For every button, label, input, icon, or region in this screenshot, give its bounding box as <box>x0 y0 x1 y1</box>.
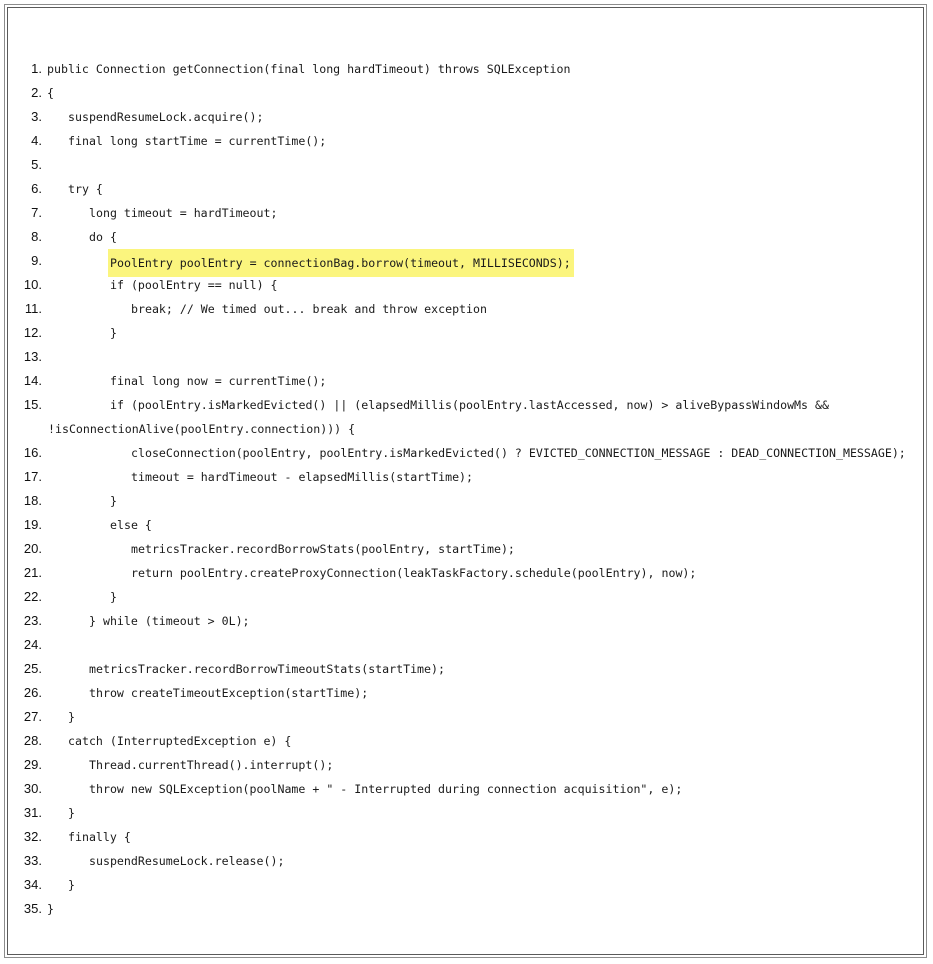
code-line <box>8 705 925 729</box>
line-number: 22. <box>23 589 42 604</box>
code-listing <box>8 57 925 921</box>
code-line <box>8 345 925 369</box>
code-text: if (poolEntry == null) { <box>110 278 278 292</box>
code-text: metricsTracker.recordBorrowStats(poolEntry, startTime); <box>131 542 515 556</box>
line-number: 27. <box>23 709 42 724</box>
code-line <box>8 681 925 705</box>
line-number: 30. <box>23 781 42 796</box>
code-line <box>8 273 925 297</box>
code-line <box>8 441 925 465</box>
line-number: 8. <box>31 229 42 244</box>
line-number: 6. <box>31 181 42 196</box>
code-line <box>8 249 925 273</box>
code-text: } <box>110 590 117 604</box>
line-number: 20. <box>23 541 42 556</box>
line-number: 24. <box>23 637 42 652</box>
code-line <box>8 633 925 657</box>
code-line <box>8 801 925 825</box>
code-text: final long startTime = currentTime(); <box>68 134 327 148</box>
code-text: } <box>68 806 75 820</box>
code-text: try { <box>68 182 103 196</box>
code-text: } <box>110 494 117 508</box>
code-text: else { <box>110 518 152 532</box>
code-line <box>8 297 925 321</box>
code-line <box>8 777 925 801</box>
code-line <box>8 153 925 177</box>
code-line <box>8 177 925 201</box>
line-number: 11. <box>24 301 42 316</box>
line-number: 3. <box>31 109 42 124</box>
code-line <box>8 657 925 681</box>
code-text: } <box>110 326 117 340</box>
line-number: 13. <box>23 349 42 364</box>
line-number: 12. <box>23 325 42 340</box>
code-line <box>8 609 925 633</box>
line-number: 35. <box>23 901 42 916</box>
code-text: throw createTimeoutException(startTime); <box>89 686 369 700</box>
line-number: 21. <box>23 565 42 580</box>
line-number: 34. <box>23 877 42 892</box>
code-text: public Connection getConnection(final long hardTimeout) throws SQLException <box>47 62 571 76</box>
code-line <box>8 561 925 585</box>
code-line <box>8 873 925 897</box>
code-line <box>8 105 925 129</box>
line-number: 4. <box>31 133 42 148</box>
line-number: 19. <box>23 517 42 532</box>
line-number: 18. <box>23 493 42 508</box>
code-text: suspendResumeLock.acquire(); <box>68 110 264 124</box>
code-line <box>8 729 925 753</box>
code-line <box>8 897 925 921</box>
highlighted-code-text: PoolEntry poolEntry = connectionBag.borrow(timeout, MILLISECONDS); <box>108 249 574 277</box>
line-number: 17. <box>23 469 42 484</box>
code-text: suspendResumeLock.release(); <box>89 854 285 868</box>
line-number: 29. <box>23 757 42 772</box>
code-text: Thread.currentThread().interrupt(); <box>89 758 334 772</box>
code-text: throw new SQLException(poolName + " - Interrupted during connection acquisition", e); <box>89 782 683 796</box>
code-listing-frame <box>7 7 924 955</box>
code-line <box>8 537 925 561</box>
line-number: 1. <box>31 61 42 76</box>
code-line <box>8 417 925 441</box>
code-text: break; // We timed out... break and throw exception <box>131 302 487 316</box>
line-number: 10. <box>23 277 42 292</box>
line-number: 33. <box>23 853 42 868</box>
code-line <box>8 825 925 849</box>
code-line <box>8 849 925 873</box>
code-line <box>8 489 925 513</box>
line-number: 26. <box>23 685 42 700</box>
line-number: 28. <box>23 733 42 748</box>
line-number: 5. <box>31 157 42 172</box>
code-text: timeout = hardTimeout - elapsedMillis(startTime); <box>131 470 474 484</box>
code-text: } <box>68 878 75 892</box>
code-text: closeConnection(poolEntry, poolEntry.isMarkedEvicted() ? EVICTED_CONNECTION_MESSAGE : DEAD_CONNECTION_MESSAGE); <box>131 446 906 460</box>
line-number: 32. <box>23 829 42 844</box>
line-number: 31. <box>23 805 42 820</box>
code-text: { <box>47 86 54 100</box>
code-line <box>8 321 925 345</box>
code-line <box>8 81 925 105</box>
code-line <box>8 225 925 249</box>
code-text: !isConnectionAlive(poolEntry.connection))) { <box>48 422 356 436</box>
line-number: 2. <box>31 85 42 100</box>
code-line <box>8 513 925 537</box>
code-text: finally { <box>68 830 131 844</box>
code-line <box>8 369 925 393</box>
code-text: final long now = currentTime(); <box>110 374 327 388</box>
code-text: do { <box>89 230 117 244</box>
line-number: 23. <box>23 613 42 628</box>
line-number: 25. <box>23 661 42 676</box>
code-text: } <box>68 710 75 724</box>
code-line <box>8 585 925 609</box>
code-text: } while (timeout > 0L); <box>89 614 250 628</box>
code-text: if (poolEntry.isMarkedEvicted() || (elapsedMillis(poolEntry.lastAccessed, now) > aliveBypassWindowMs && <box>110 398 829 412</box>
code-text: metricsTracker.recordBorrowTimeoutStats(startTime); <box>89 662 445 676</box>
code-line <box>8 201 925 225</box>
code-line <box>8 57 925 81</box>
code-text: return poolEntry.createProxyConnection(leakTaskFactory.schedule(poolEntry), now); <box>131 566 697 580</box>
code-line <box>8 393 925 417</box>
line-number: 14. <box>23 373 42 388</box>
code-text: } <box>47 902 54 916</box>
code-line <box>8 129 925 153</box>
code-text: long timeout = hardTimeout; <box>89 206 278 220</box>
line-number: 7. <box>31 205 42 220</box>
code-text: catch (InterruptedException e) { <box>68 734 292 748</box>
code-line <box>8 465 925 489</box>
line-number: 15. <box>23 397 42 412</box>
line-number: 16. <box>23 445 42 460</box>
code-line <box>8 753 925 777</box>
line-number: 9. <box>31 253 42 268</box>
